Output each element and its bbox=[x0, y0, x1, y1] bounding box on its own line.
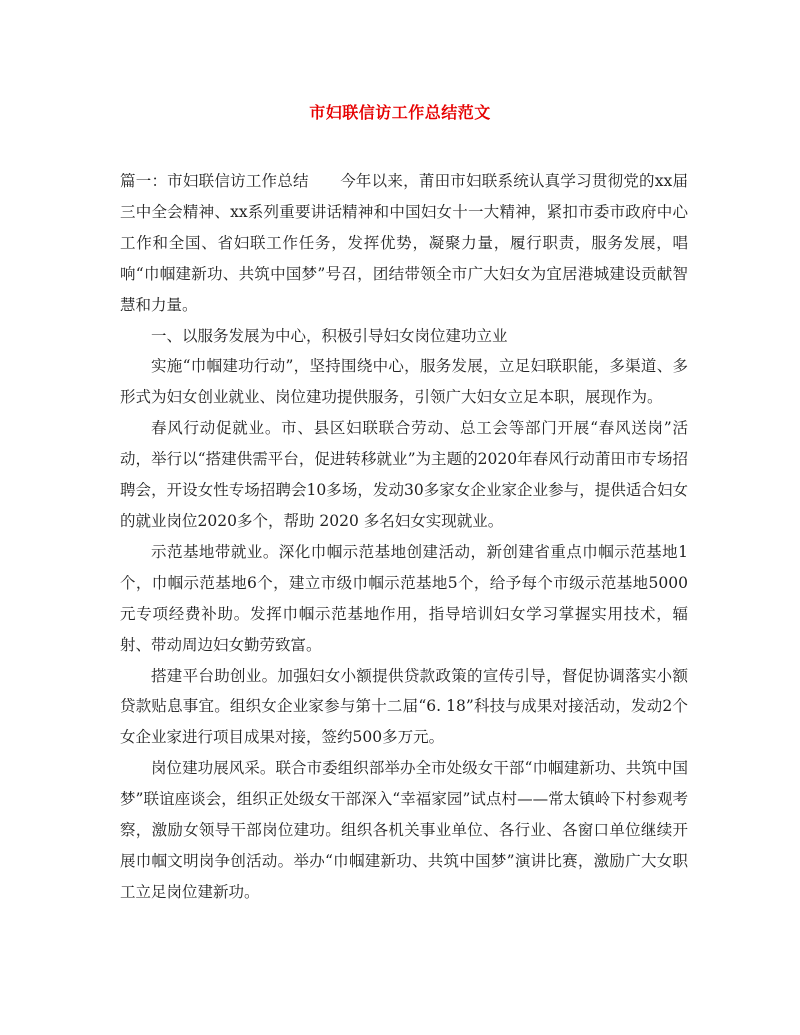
paragraph: 示范基地带就业。深化巾帼示范基地创建活动，新创建省重点巾帼示范基地1个，巾帼示范基地6个，建立市级巾帼示范基地5个，给予每个市级示范基地5000元专项经费补助。发挥巾帼示范基地作用，指导培训妇女学习掌握实用技术，辐射、带动周边妇女勤劳致富。 bbox=[120, 542, 688, 654]
paragraph: 实施“巾帼建功行动”，坚持围绕中心，服务发展，立足妇联职能，多渠道、多形式为妇女创业就业、岗位建功提供服务，引领广大妇女立足本职，展现作为。 bbox=[120, 357, 688, 407]
section-heading: 一、以服务发展为中心，积极引导妇女岗位建功立业 bbox=[151, 326, 508, 345]
paragraph-intro: 篇一：市妇联信访工作总结 今年以来，莆田市妇联系统认真学习贯彻党的xx届三中全会精神、xx系列重要讲话精神和中国妇女十一大精神，紧扣市委市政府中心工作和全国、省妇联工作任务，发挥优势，凝聚力量，履行职责，服务发展，唱响“巾帼建新功、共筑中国梦”号召，团结带领全市广大妇女为宜居港城建设贡献智慧和力量。 bbox=[120, 172, 688, 314]
paragraph: 春风行动促就业。市、县区妇联联合劳动、总工会等部门开展“春风送岗”活动，举行以“搭建供需平台，促进转移就业”为主题的2020年春风行动莆田市专场招聘会，开设女性专场招聘会10多场，发动30多家女企业家企业参与，提供适合妇女的就业岗位2020多个，帮助 2020 多名妇女实现就业。 bbox=[120, 419, 688, 530]
document-body bbox=[120, 166, 688, 908]
paragraph: 岗位建功展风采。联合市委组织部举办全市处级女干部“巾帼建新功、共筑中国梦”联谊座谈会，组织正处级女干部深入“幸福家园”试点村——常太镇岭下村参观考察，激励女领导干部岗位建功。组织各机关事业单位、各行业、各窗口单位继续开展巾帼文明岗争创活动。举办“巾帼建新功、共筑中国梦”演讲比赛，激励广大女职工立足岗位建新功。 bbox=[120, 759, 688, 901]
document-title: 市妇联信访工作总结范文 bbox=[309, 103, 491, 122]
paragraph: 搭建平台助创业。加强妇女小额提供贷款政策的宣传引导，督促协调落实小额贷款贴息事宜。组织女企业家参与第十二届“6. 18”科技与成果对接活动，发动2个女企业家进行项目成果对接，签约500多万元。 bbox=[120, 666, 688, 747]
